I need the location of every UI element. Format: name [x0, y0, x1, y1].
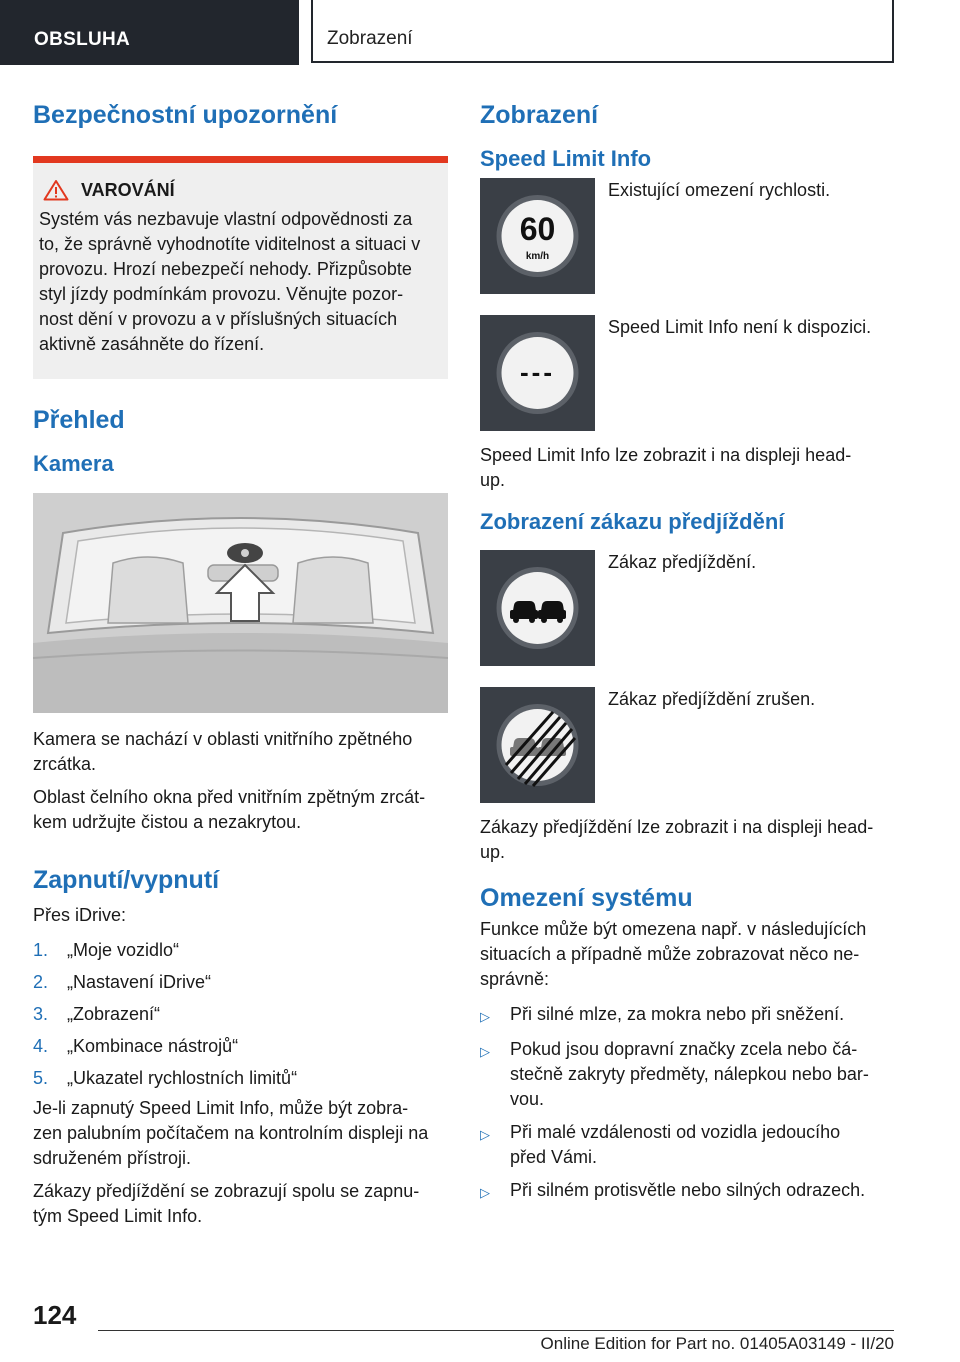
bullet-text: stečně zakryty předměty, nálepkou nebo bar- — [510, 1063, 869, 1084]
car-interior-illustration — [33, 493, 448, 713]
sign-row-no-overtake — [480, 550, 900, 666]
chapter-tab — [311, 0, 894, 63]
list-item — [480, 1037, 900, 1112]
sign-row-na — [480, 315, 900, 431]
sli-unavailable-image — [480, 315, 595, 431]
overview-heading: Přehled — [33, 406, 125, 434]
no-overtaking-sign-image — [480, 550, 595, 666]
step-text: „Kombinace nástrojů“ — [67, 1036, 239, 1057]
warning-line: to, že správně vyhodnotíte viditelnost a situaci v — [39, 234, 421, 254]
triangle-bullet-icon: ▷ — [480, 1008, 490, 1024]
triangle-bullet-icon: ▷ — [480, 1126, 490, 1142]
bullet-text: Při silné mlze, za mokra nebo při sněžení. — [510, 1003, 845, 1024]
bullet-text: Pokud jsou dopravní značky zcela nebo čá- — [510, 1038, 858, 1059]
camera-text: zrcátka. — [33, 754, 97, 775]
list-item — [33, 1062, 448, 1094]
chapter-label: Zobrazení — [327, 28, 413, 49]
list-item — [480, 1120, 900, 1170]
speed-limit-60-icon — [480, 178, 595, 294]
bullet-text: před Vámi. — [510, 1146, 598, 1167]
overtake-heading: Zobrazení zákazu předjíždění — [480, 509, 785, 535]
right-column — [480, 100, 900, 1213]
end-no-overtaking-sign-image — [480, 687, 595, 803]
warning-line: provozu. Hrozí nebezpečí nehody. Přizpůsobte — [39, 259, 412, 279]
bullet-text: vou. — [510, 1088, 545, 1109]
sli-text: Speed Limit Info lze zobrazit i na displeji head- — [480, 445, 852, 466]
display-heading: Zobrazení — [480, 101, 599, 129]
no-overtaking-icon — [480, 550, 595, 666]
edition-note: Online Edition for Part no. 01405A03149 - II/20 — [540, 1334, 894, 1353]
camera-text: Kamera se nachází v oblasti vnitřního zpětného — [33, 729, 413, 750]
sli-text: up. — [480, 470, 506, 491]
limits-intro: situacích a případně může zobrazovat něco ne- — [480, 943, 860, 964]
overtake-end-caption: Zákaz předjíždění zrušen. — [608, 688, 816, 709]
warning-label: VAROVÁNÍ — [81, 179, 175, 200]
end-of-no-overtaking-icon — [480, 687, 595, 803]
warning-header — [39, 179, 442, 201]
list-item — [33, 966, 448, 998]
footer-divider — [98, 1330, 894, 1331]
overtake-text: Zákazy předjíždění lze zobrazit i na displeji head- — [480, 816, 874, 837]
warning-triangle-icon — [43, 179, 69, 201]
step-text: „Zobrazení“ — [67, 1004, 161, 1025]
warning-line: aktivně zasáhněte do řízení. — [39, 334, 265, 354]
step-text: „Nastavení iDrive“ — [67, 972, 212, 993]
bullet-text: Při malé vzdálenosti od vozidla jedoucího — [510, 1121, 841, 1142]
step-text: „Moje vozidlo“ — [67, 940, 180, 961]
limits-intro: správně: — [480, 968, 550, 989]
onoff-text: Zákazy předjíždění se zobrazují spolu se zapnu- — [33, 1181, 420, 1202]
step-number: 4. — [33, 1036, 49, 1057]
speed-value: 60 — [519, 211, 556, 248]
onoff-text: sdruženém přístroji. — [33, 1148, 192, 1169]
onoff-text: tým Speed Limit Info. — [33, 1206, 203, 1227]
limits-intro: Funkce může být omezena např. v následujících — [480, 918, 867, 939]
camera-heading: Kamera — [33, 451, 114, 476]
step-text: „Ukazatel rychlostních limitů“ — [67, 1068, 298, 1089]
page-number: 124 — [33, 1300, 77, 1330]
step-number: 3. — [33, 1004, 49, 1025]
warning-box — [33, 156, 448, 379]
list-item — [480, 1002, 900, 1029]
list-item — [33, 934, 448, 966]
sign-row-speed — [480, 178, 900, 294]
warning-line: Systém vás nezbavuje vlastní odpovědnosti za — [39, 209, 413, 229]
onoff-heading: Zapnutí/vypnutí — [33, 866, 220, 895]
idrive-steps-list — [33, 934, 448, 1094]
overtake-text: up. — [480, 841, 506, 862]
warning-line: styl jízdy podmínkám provozu. Věnujte pozor- — [39, 284, 404, 304]
onoff-text: Je-li zapnutý Speed Limit Info, může být zobra- — [33, 1098, 409, 1119]
step-number: 1. — [33, 940, 49, 961]
onoff-text: zen palubním počítačem na kontrolním displeji na — [33, 1123, 429, 1144]
step-number: 5. — [33, 1068, 49, 1089]
sli-heading: Speed Limit Info — [480, 146, 652, 171]
camera-text: kem udržujte čistou a nezakrytou. — [33, 812, 302, 833]
na-caption: Speed Limit Info není k dispozici. — [608, 317, 872, 338]
no-limit-available-icon — [480, 315, 595, 431]
list-item — [33, 1030, 448, 1062]
warning-line: nost dění v provozu a v příslušných situacích — [39, 309, 398, 329]
left-column — [33, 100, 448, 1229]
speed-caption: Existující omezení rychlosti. — [608, 180, 831, 201]
speed-unit: km/h — [525, 251, 550, 263]
no-overtake-caption: Zákaz předjíždění. — [608, 551, 757, 572]
camera-location-illustration — [33, 493, 448, 713]
step-number: 2. — [33, 972, 49, 993]
section-tab — [0, 0, 299, 65]
onoff-intro: Přes iDrive: — [33, 905, 127, 926]
limitations-list — [480, 1002, 900, 1205]
section-label: OBSLUHA — [34, 29, 131, 50]
sign-row-overtake-end — [480, 687, 900, 803]
triangle-bullet-icon: ▷ — [480, 1043, 490, 1059]
dashes-value: --- — [520, 357, 555, 388]
bullet-text: Při silném protisvětle nebo silných odrazech. — [510, 1179, 866, 1200]
list-item — [480, 1178, 900, 1205]
triangle-bullet-icon: ▷ — [480, 1184, 490, 1200]
speed-limit-sign-image — [480, 178, 595, 294]
list-item — [33, 998, 448, 1030]
safety-heading: Bezpečnostní upozornění — [33, 101, 338, 129]
camera-text: Oblast čelního okna před vnitřním zpětným zrcát- — [33, 787, 426, 808]
limits-heading: Omezení systému — [480, 883, 693, 912]
